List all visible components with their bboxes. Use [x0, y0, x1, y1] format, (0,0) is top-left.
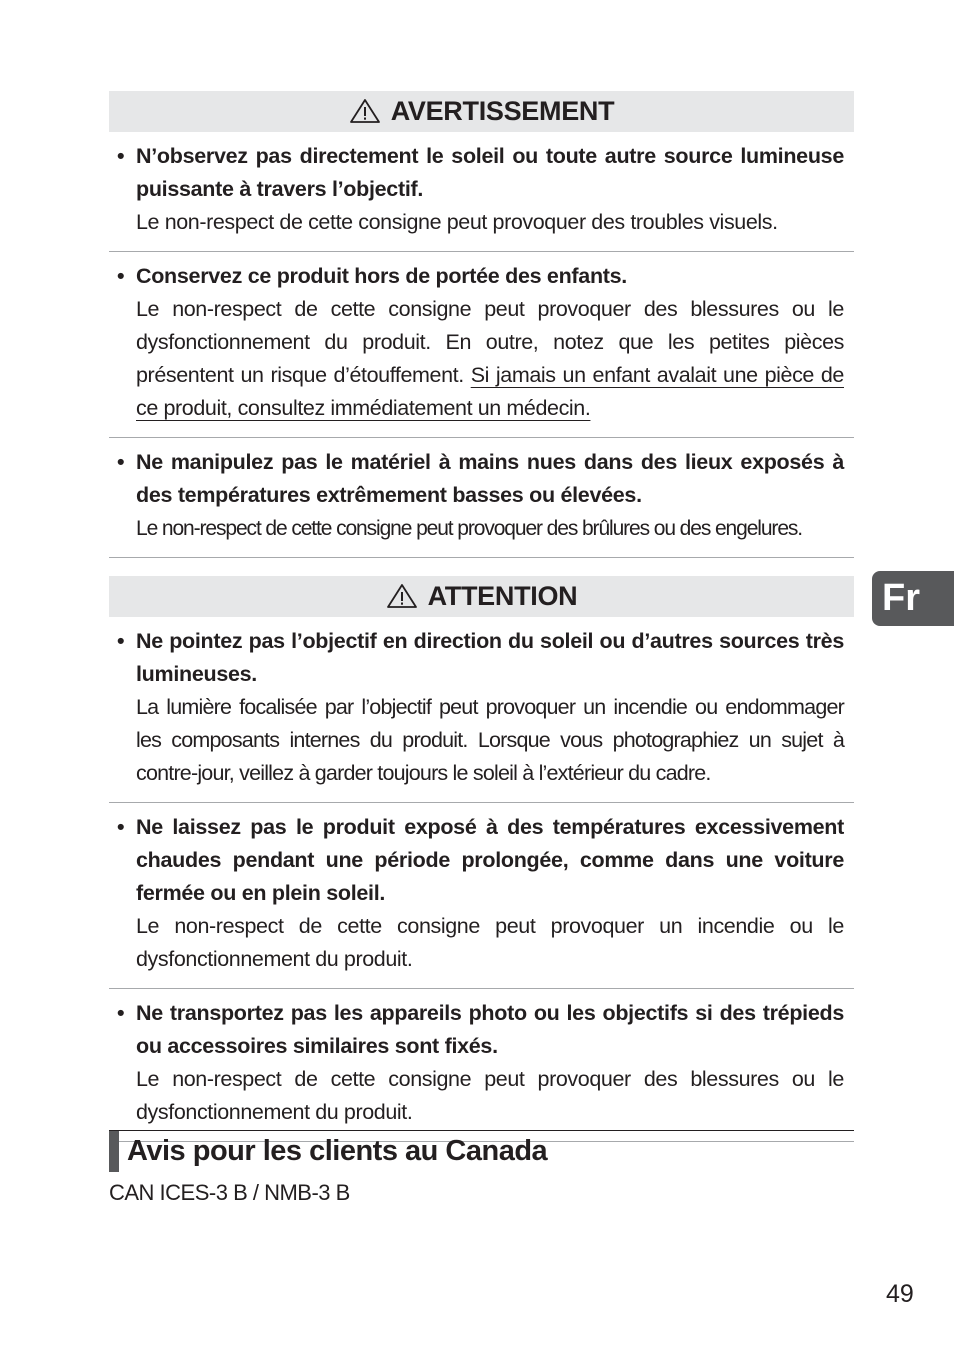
- warning-item: [109, 438, 854, 558]
- heading-bar: [109, 1131, 119, 1172]
- warning-item-text-underlined: Si jamais un enfant avalait une pièce de ce produit, consultez immédiatement un médecin.: [136, 363, 844, 420]
- warning-item-heading: N’observez pas directement le soleil ou toute autre source lumineuse puissante à travers l’objectif.: [136, 144, 844, 201]
- warning-item-heading: Conservez ce produit hors de portée des enfants.: [136, 264, 627, 288]
- warning-triangle-icon: [349, 98, 381, 124]
- caution-item-heading: Ne laissez pas le produit exposé à des températures excessivement chaudes pendant une période prolongée, comme dans une voiture fermée ou en plein soleil.: [136, 815, 844, 905]
- warning-item: [109, 132, 854, 252]
- canada-heading-title: Avis pour les clients au Canada: [127, 1135, 548, 1167]
- warning-section-header: [109, 91, 854, 132]
- caution-item: [109, 617, 854, 803]
- language-tab: Fr: [872, 571, 954, 626]
- bullet: •: [117, 629, 125, 653]
- page-content: [109, 91, 854, 1142]
- canada-compliance-text: CAN ICES-3 B / NMB-3 B: [109, 1180, 350, 1205]
- warning-section-title: AVERTISSEMENT: [390, 96, 615, 126]
- caution-item-text: Le non-respect de cette consigne peut provoquer des blessures ou le dysfonctionnement du produit.: [136, 1067, 844, 1124]
- caution-item-heading: Ne pointez pas l’objectif en direction du soleil ou d’autres sources très lumineuses.: [136, 629, 844, 686]
- bullet: •: [117, 450, 125, 474]
- bullet: •: [117, 144, 125, 168]
- page-number: 49: [886, 1280, 914, 1308]
- caution-item-text: La lumière focalisée par l’objectif peut provoquer un incendie ou endommager les composants internes du produit. Lorsque vous photographiez un sujet à contre-jour, veillez à garder toujours le soleil à l’extérieur du cadre.: [136, 695, 844, 785]
- bullet: •: [117, 1001, 125, 1025]
- caution-item-text: Le non-respect de cette consigne peut provoquer un incendie ou le dysfonctionnement du produit.: [136, 914, 844, 971]
- bullet: •: [117, 264, 125, 288]
- caution-item-heading: Ne transportez pas les appareils photo ou les objectifs si des trépieds ou accessoires similaires sont fixés.: [136, 1001, 844, 1058]
- warning-item-heading: Ne manipulez pas le matériel à mains nues dans des lieux exposés à des températures extrêmement basses ou élevées.: [136, 450, 844, 507]
- warning-triangle-icon: [386, 583, 418, 609]
- canada-heading: [109, 1130, 854, 1172]
- caution-section-header: [109, 576, 854, 617]
- warning-item-text: Le non-respect de cette consigne peut provoquer des troubles visuels.: [136, 210, 778, 234]
- warning-item-text-main: Le non-respect de cette consigne peut provoquer des blessures ou le dysfonctionnement du produit. En outre, notez que les petites pièces présentent un risque d’étouffement.: [136, 297, 844, 387]
- caution-item: [109, 989, 854, 1142]
- caution-section-title: ATTENTION: [427, 581, 578, 611]
- warning-item: [109, 252, 854, 438]
- warning-item-text: [136, 293, 844, 425]
- warning-item-text: Le non-respect de cette consigne peut provoquer des brûlures ou des engelures.: [136, 517, 803, 540]
- caution-item: [109, 803, 854, 989]
- bullet: •: [117, 815, 125, 839]
